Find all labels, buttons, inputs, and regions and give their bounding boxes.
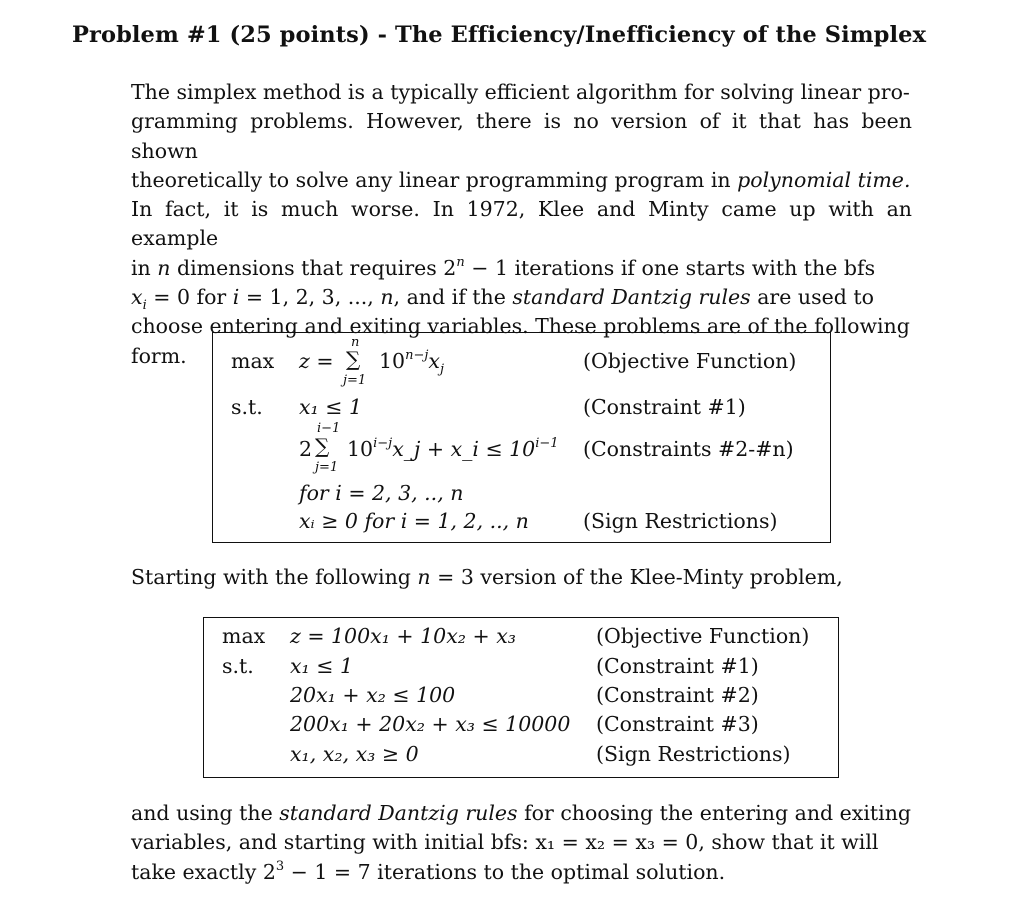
general-objective-lhs: z =: [299, 349, 334, 373]
specific-constraint-3: 200x₁ + 20x₂ + x₃ ≤ 10000: [290, 712, 571, 736]
specific-label-constraint-3: (Constraint #3): [596, 712, 759, 736]
problem-title: Problem #1 (25 points) - The Efficiency/Inefficiency of the Simplex: [72, 22, 927, 48]
general-sum2-upper: i−1: [317, 421, 341, 436]
specific-constraint-1: x₁ ≤ 1: [290, 654, 354, 678]
specific-constraint-2: 20x₁ + x₂ ≤ 100: [290, 683, 456, 707]
intro-line-8: form.: [131, 343, 187, 368]
general-label-constraint-1: (Constraint #1): [583, 395, 746, 419]
general-index-range: for i = 2, 3, .., n: [299, 481, 464, 505]
specific-objective: z = 100x₁ + 10x₂ + x₃: [290, 624, 516, 648]
specific-sign-restrictions: x₁, x₂, x₃ ≥ 0: [290, 742, 419, 766]
intro-line-1: The simplex method is a typically efficient algorithm for solving linear pro-: [131, 80, 910, 104]
general-label-sign: (Sign Restrictions): [583, 509, 778, 533]
mid-sentence: Starting with the following n = 3 version of the Klee-Minty problem,: [131, 565, 843, 589]
specific-max-label: max: [222, 624, 266, 648]
general-sum2-sign: ∑: [315, 434, 330, 458]
outro-paragraph: [131, 799, 912, 887]
general-sum2-lower: j=1: [315, 460, 339, 475]
general-objective-rhs: $10^{n-j}x_j$: [379, 348, 444, 377]
specific-label-objective: (Objective Function): [596, 624, 810, 648]
general-st-label: s.t.: [231, 395, 263, 419]
intro-paragraph: [131, 78, 912, 377]
intro-line-6: $x_i = 0$ for i = 1, 2, 3, ..., n, and if the standard Dantzig rules are used to: [131, 285, 874, 314]
general-sign-restrictions: xᵢ ≥ 0 for i = 1, 2, .., n: [299, 509, 529, 533]
specific-label-constraint-2: (Constraint #2): [596, 683, 759, 707]
intro-line-2: gramming problems. However, there is no version of it that has been shown: [131, 109, 912, 163]
intro-line-4: In fact, it is much worse. In 1972, Klee and Minty came up with an example: [131, 197, 912, 251]
outro-line-1: and using the standard Dantzig rules for choosing the entering and exiting: [131, 801, 912, 825]
specific-st-label: s.t.: [222, 654, 254, 678]
general-constraint-1: x₁ ≤ 1: [299, 395, 363, 419]
specific-label-sign: (Sign Restrictions): [596, 742, 791, 766]
outro-line-2: variables, and starting with initial bfs: x₁ = x₂ = x₃ = 0, show that it will: [131, 830, 879, 855]
general-label-objective: (Objective Function): [583, 349, 797, 373]
general-constraint-2-expr: $10^{i-j}x\_j$ + x_i ≤ $10^{i-1}$: [347, 436, 559, 461]
general-sum-upper: n: [351, 335, 360, 350]
general-max-label: max: [231, 349, 275, 373]
specific-formulation-box: [203, 617, 839, 778]
intro-line-3: theoretically to solve any linear programming program in polynomial time.: [131, 167, 911, 192]
outro-line-3: take exactly $2^3 - 1 = 7$ iterations to the optimal solution.: [131, 858, 726, 884]
general-label-constraints-2n: (Constraints #2-#n): [583, 437, 794, 461]
general-constraint-2-coef: 2: [299, 437, 313, 461]
general-sum-lower: j=1: [343, 373, 367, 388]
general-sum-sign: ∑: [346, 347, 361, 371]
specific-label-constraint-1: (Constraint #1): [596, 654, 759, 678]
general-formulation-box: [212, 332, 831, 543]
intro-line-7: choose entering and exiting variables. These problems are of the following: [131, 314, 910, 339]
intro-line-5: in n dimensions that requires $2^n - 1$ iterations if one starts with the bfs: [131, 254, 876, 280]
